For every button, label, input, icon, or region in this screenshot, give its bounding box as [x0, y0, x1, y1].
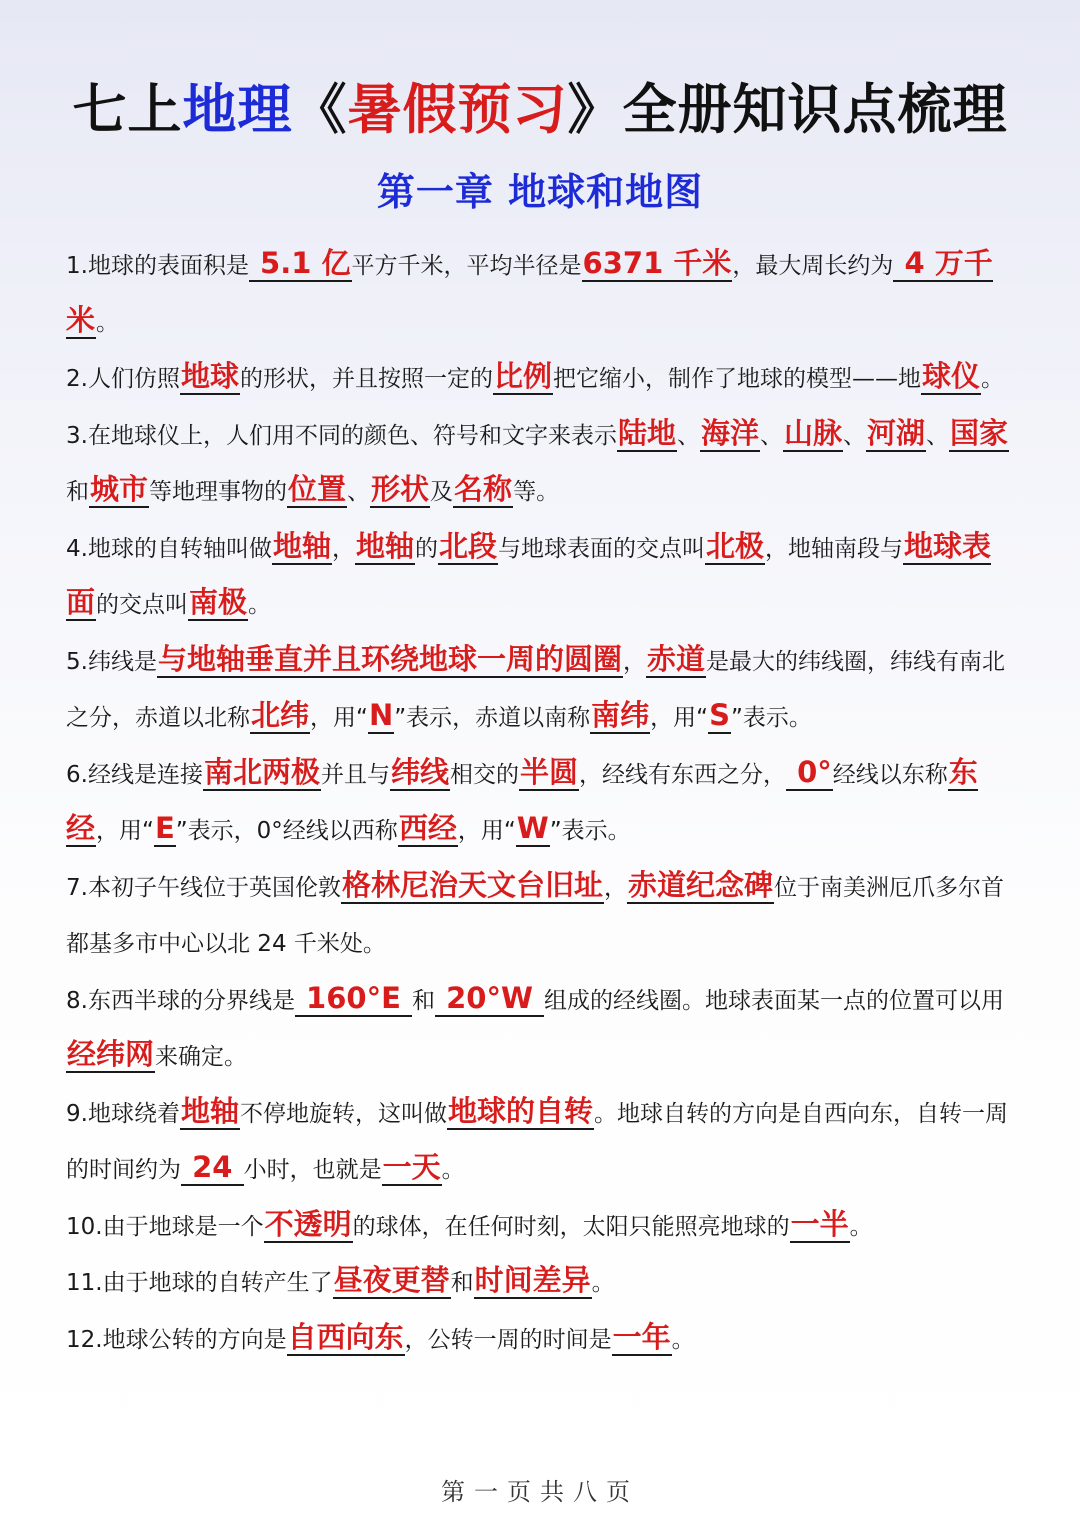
item-text: 平方千米，平均半径是 — [351, 253, 582, 279]
answer-blank: 河湖 — [867, 415, 926, 450]
item-text: 并且与 — [320, 761, 390, 788]
item-text: 把它缩小，制作了地球的模型——地 — [552, 366, 921, 392]
answer-blank: 地球表面 — [66, 528, 992, 619]
item-text: 经线以东称 — [832, 761, 948, 788]
item-text: 、 — [843, 422, 866, 449]
item-text: 的交点叫 — [96, 592, 189, 618]
item-text: 。 — [849, 1213, 873, 1240]
item-text: ”表示。 — [730, 705, 812, 731]
knowledge-item — [66, 1199, 1018, 1256]
answer-blank: N — [368, 698, 394, 732]
item-text: ，经线有东西之分， — [579, 761, 786, 788]
knowledge-item — [66, 747, 1018, 860]
item-text: 和 — [450, 1270, 474, 1296]
knowledge-list — [66, 238, 1018, 1368]
knowledge-item — [66, 1255, 1018, 1312]
item-text: 。 — [671, 1326, 695, 1353]
item-text: 的球体，在任何时刻，太阳只能照亮地球的 — [352, 1213, 790, 1240]
item-text: 10.由于地球是一个 — [66, 1213, 264, 1240]
answer-blank: 东经 — [66, 754, 978, 845]
item-text: ”表示，0°经线以西称 — [175, 818, 398, 844]
answer-blank: 形状 — [371, 472, 430, 506]
answer-blank: S — [709, 698, 730, 732]
title-subject: 地理 — [182, 77, 293, 141]
item-text: 9.地球绕着 — [66, 1100, 180, 1127]
item-text: 小时，也就是 — [243, 1157, 382, 1183]
answer-blank: 南北两极 — [203, 754, 320, 789]
knowledge-item — [66, 1086, 1018, 1199]
item-text: ”表示。 — [549, 818, 631, 844]
page-footer: 第一页共八页 — [441, 1478, 639, 1506]
item-text: 组成的经线圈。地球表面某一点的位置可以用 — [544, 987, 1005, 1014]
knowledge-item — [66, 238, 1018, 351]
item-text: 和 — [66, 479, 89, 505]
item-text: 和 — [412, 987, 435, 1014]
item-text: 位于南美洲厄爪多尔首都基多市中心以北 24 千米处。 — [66, 874, 1004, 957]
answer-blank: 球仪 — [921, 359, 980, 393]
title-open-bracket: 《 — [292, 77, 348, 141]
chapter-heading: 第一章 地球和地图 — [376, 170, 704, 214]
knowledge-item — [66, 408, 1018, 521]
answer-blank: 格林尼治天文台旧址 — [341, 867, 603, 902]
answer-blank: 4 万千米 — [66, 246, 993, 337]
knowledge-item — [66, 1312, 1018, 1369]
answer-blank: 时间差异 — [474, 1263, 591, 1297]
answer-blank: 一年 — [612, 1319, 671, 1354]
answer-blank: 与地轴垂直并且环绕地球一周的圆圈 — [157, 641, 622, 676]
answer-blank: 160°E — [295, 980, 411, 1015]
answer-blank: 半圆 — [519, 754, 578, 789]
knowledge-item — [66, 634, 1018, 747]
item-text: ，用“ — [457, 818, 516, 844]
item-text: 1.地球的表面积是 — [66, 253, 249, 279]
answer-blank: 地轴 — [355, 528, 414, 563]
item-text: 、 — [926, 422, 950, 449]
item-text: 来确定。 — [155, 1044, 248, 1070]
knowledge-item — [66, 351, 1018, 408]
page-title — [0, 74, 1080, 144]
item-text: ， — [603, 874, 627, 901]
item-text: 。 — [248, 592, 272, 618]
item-text: 11.由于地球的自转产生了 — [66, 1270, 333, 1296]
answer-blank: 地球 — [180, 359, 239, 393]
answer-blank: 南纬 — [591, 698, 650, 732]
knowledge-item — [66, 521, 1018, 634]
answer-blank: 24 — [182, 1150, 243, 1184]
answer-blank: 经纬网 — [67, 1037, 155, 1071]
answer-blank: 西经 — [398, 811, 457, 845]
answer-blank: 陆地 — [617, 415, 676, 450]
item-text: ， — [622, 648, 646, 675]
answer-blank: 比例 — [493, 359, 552, 393]
item-text: 及 — [430, 479, 454, 505]
item-text: 不停地旋转，这叫做 — [239, 1100, 447, 1127]
item-text: 的形状，并且按照一定的 — [239, 366, 493, 392]
answer-blank: 6371 千米 — [582, 246, 732, 280]
answer-blank: 名称 — [454, 472, 513, 506]
answer-blank: 北极 — [706, 528, 765, 563]
item-text: 、 — [676, 422, 700, 449]
item-text: 的 — [414, 535, 438, 562]
item-text: 等地理事物的 — [149, 479, 288, 505]
answer-blank: W — [516, 811, 549, 845]
item-text: 是最大的纬线圈，纬线有南北之分，赤道以北称 — [66, 648, 1005, 731]
item-text: 等。 — [513, 479, 560, 505]
answer-blank: 地球的自转 — [447, 1093, 593, 1128]
item-text: ”表示，赤道以南称 — [394, 705, 591, 731]
item-text: ，用“ — [96, 818, 154, 844]
item-text: ，用“ — [650, 705, 709, 731]
answer-blank: 南极 — [189, 585, 248, 619]
knowledge-item — [66, 860, 1018, 973]
item-text: ，地轴南段与 — [765, 535, 904, 562]
item-text: 与地球表面的交点叫 — [498, 535, 705, 562]
answer-blank: 海洋 — [700, 415, 759, 450]
item-text: 4.地球的自转轴叫做 — [66, 535, 272, 562]
answer-blank: 北段 — [438, 528, 497, 563]
answer-blank: 0° — [787, 754, 832, 789]
item-text: ，用“ — [310, 705, 368, 731]
answer-blank: 赤道 — [646, 641, 705, 676]
item-text: 。 — [591, 1270, 615, 1296]
item-text: 3.在地球仪上，人们用不同的颜色、符号和文字来表示 — [66, 422, 617, 449]
answer-blank: 5.1 亿 — [249, 246, 351, 280]
answer-blank: 北纬 — [251, 698, 310, 732]
answer-blank: 一半 — [790, 1206, 849, 1241]
answer-blank: 山脉 — [783, 415, 842, 450]
answer-blank: 20°W — [436, 980, 544, 1015]
item-text: 。 — [441, 1157, 465, 1183]
answer-blank: 地轴 — [272, 528, 331, 563]
answer-blank: 纬线 — [390, 754, 449, 789]
item-text: 。 — [96, 309, 120, 336]
item-text: 5.纬线是 — [66, 648, 157, 675]
title-rest: 》全册知识点梳理 — [567, 77, 1008, 141]
answer-blank: 城市 — [90, 472, 149, 506]
answer-blank: 国家 — [950, 415, 1009, 450]
item-text: 6.经线是连接 — [66, 761, 203, 788]
item-text: 。地球自转的方向是自西向东，自转一周的时间约为 — [66, 1100, 1008, 1183]
item-text: 、 — [347, 479, 371, 505]
answer-blank: 位置 — [288, 472, 347, 506]
item-text: 12.地球公转的方向是 — [66, 1326, 287, 1353]
item-text: 7.本初子午线位于英国伦敦 — [66, 874, 341, 901]
item-text: ， — [331, 535, 355, 562]
item-text: 2.人们仿照 — [66, 366, 180, 392]
answer-blank: E — [154, 811, 175, 845]
item-text: 、 — [759, 422, 783, 449]
answer-blank: 地轴 — [180, 1093, 239, 1128]
answer-blank: 昼夜更替 — [333, 1263, 450, 1297]
knowledge-item — [66, 973, 1018, 1086]
item-text: 相交的 — [449, 761, 519, 788]
item-text: ，公转一周的时间是 — [404, 1326, 612, 1353]
item-text: 。 — [981, 366, 1004, 392]
answer-blank: 赤道纪念碑 — [627, 867, 773, 902]
title-highlight: 暑假预习 — [347, 77, 568, 141]
title-grade: 七上 — [72, 77, 183, 141]
answer-blank: 一天 — [382, 1150, 441, 1184]
answer-blank: 自西向东 — [287, 1319, 404, 1354]
answer-blank: 不透明 — [264, 1206, 352, 1241]
item-text: ，最大周长约为 — [732, 253, 894, 279]
item-text: 8.东西半球的分界线是 — [66, 987, 295, 1014]
